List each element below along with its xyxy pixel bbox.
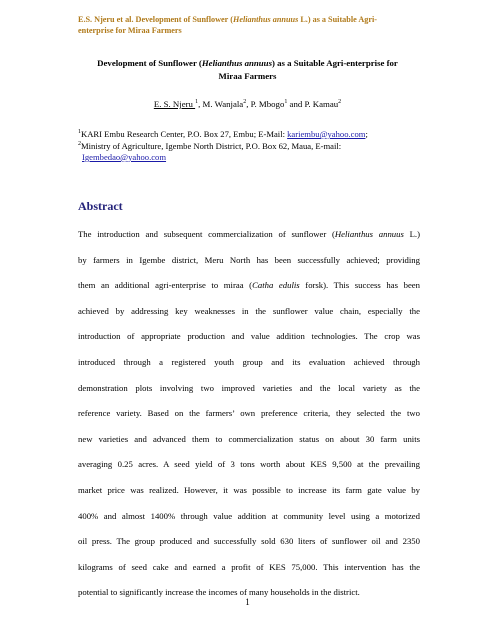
abstract-line bbox=[78, 555, 420, 581]
affiliation-text: KARI Embu Research Center, P.O. Box 27, Embu; E-Mail: bbox=[81, 128, 288, 139]
abstract-text: forsk). This success has been bbox=[299, 280, 420, 291]
author-separator: and bbox=[287, 98, 305, 109]
abstract-line bbox=[78, 273, 420, 299]
affiliation-mark: 2 bbox=[78, 141, 81, 148]
abstract-text: demonstration plots involving two improved varieties and the local variety as the bbox=[78, 382, 420, 393]
abstract-text: oil press. The group produced and successfully sold 630 liters of sunflower oil and 2350 bbox=[78, 536, 420, 547]
abstract-text: them an additional agri-enterprise to miraa ( bbox=[78, 280, 253, 291]
author-name: P. Mbogo bbox=[250, 98, 285, 109]
abstract-text: new varieties and advanced them to commercialization status on about 30 farm units bbox=[78, 433, 420, 444]
abstract-heading: Abstract bbox=[78, 199, 123, 213]
abstract-line bbox=[78, 324, 420, 350]
abstract-text: achieved by addressing key weaknesses in the sunflower value chain, especially the bbox=[78, 305, 420, 316]
abstract-line bbox=[78, 427, 420, 453]
running-head-text: E.S. Njeru et al. Development of Sunflower ( bbox=[78, 15, 233, 24]
email-link[interactable]: kariembu@yahoo.com bbox=[287, 128, 366, 139]
abstract-species-name: Helianthus annuus bbox=[334, 229, 404, 239]
abstract-text: by farmers in Igembe district, Meru North has been successfully achieved; providing bbox=[78, 254, 420, 265]
abstract-line bbox=[78, 248, 420, 274]
author-name: E. S. Njeru bbox=[153, 98, 196, 109]
author-list bbox=[60, 96, 435, 110]
abstract-line bbox=[78, 299, 420, 325]
author-affiliation-mark: 2 bbox=[338, 99, 342, 105]
abstract-body bbox=[78, 222, 420, 606]
title-line-2: Miraa Farmers bbox=[218, 71, 277, 81]
abstract-line bbox=[78, 350, 420, 376]
affiliations bbox=[78, 127, 423, 162]
abstract-line bbox=[78, 452, 420, 478]
author-affiliation-mark: 2 bbox=[243, 99, 247, 105]
abstract-line bbox=[78, 504, 420, 530]
affiliation-2-email-line bbox=[78, 152, 423, 163]
abstract-text: potential to significantly increase the incomes of many households in the district. bbox=[78, 587, 360, 598]
affiliation-1 bbox=[78, 127, 423, 139]
author-affiliation-mark: 1 bbox=[284, 99, 288, 105]
title-text: ) as a Suitable Agri-enterprise for bbox=[272, 58, 398, 68]
abstract-text: The introduction and subsequent commercialization of sunflower ( bbox=[78, 229, 335, 239]
running-head bbox=[78, 14, 428, 36]
author-affiliation-mark: 1 bbox=[195, 99, 199, 105]
running-head-line-1 bbox=[78, 14, 428, 25]
affiliation-text: Ministry of Agriculture, Igembe North District, P.O. Box 62, Maua, E-mail: bbox=[81, 141, 342, 152]
abstract-text: averaging 0.25 acres. A seed yield of 3 tons worth about KES 9,500 at the prevailing bbox=[78, 459, 420, 470]
author-name: P. Kamau bbox=[304, 98, 339, 109]
abstract-text: introduced through a registered youth group and its evaluation achieved through bbox=[78, 356, 420, 367]
running-head-species: Helianthus annuus bbox=[232, 15, 299, 24]
abstract-line bbox=[78, 478, 420, 504]
abstract-line bbox=[78, 401, 420, 427]
paper-title bbox=[60, 57, 435, 83]
title-line-1 bbox=[60, 57, 435, 70]
abstract-text: reference variety. Based on the farmers’ own preference criteria, they selected the two bbox=[78, 408, 420, 419]
running-head-text: L.) as a Suitable Agri- bbox=[298, 15, 377, 24]
abstract-text: 400% and almost 1400% through value addition at community level using a motorized bbox=[78, 510, 420, 521]
abstract-text: introduction of appropriate production and value addition technologies. The crop was bbox=[78, 331, 420, 342]
author-name: M. Wanjala bbox=[202, 98, 244, 109]
affiliation-punct: ; bbox=[365, 128, 368, 139]
title-text: Development of Sunflower ( bbox=[97, 58, 202, 68]
affiliation-2 bbox=[78, 139, 423, 151]
abstract-text: L.) bbox=[403, 229, 420, 239]
abstract-text: market price was realized. However, it was possible to increase its farm gate value by bbox=[78, 484, 420, 495]
author-separator: , bbox=[198, 98, 203, 109]
title-species: Helianthus annuus bbox=[201, 58, 272, 68]
abstract-species-name: Catha edulis bbox=[252, 280, 300, 291]
running-head-line-2: enterprise for Miraa Farmers bbox=[78, 26, 182, 35]
abstract-line bbox=[78, 529, 420, 555]
abstract-line bbox=[78, 222, 420, 248]
page-number: 1 bbox=[245, 597, 250, 607]
email-link[interactable]: Igembedao@yahoo.com bbox=[82, 151, 167, 162]
author-separator: , bbox=[246, 98, 251, 109]
affiliation-mark: 1 bbox=[78, 129, 81, 135]
abstract-text: kilograms of seed cake and earned a profit of KES 75,000. This intervention has the bbox=[78, 561, 420, 572]
abstract-line bbox=[78, 376, 420, 402]
